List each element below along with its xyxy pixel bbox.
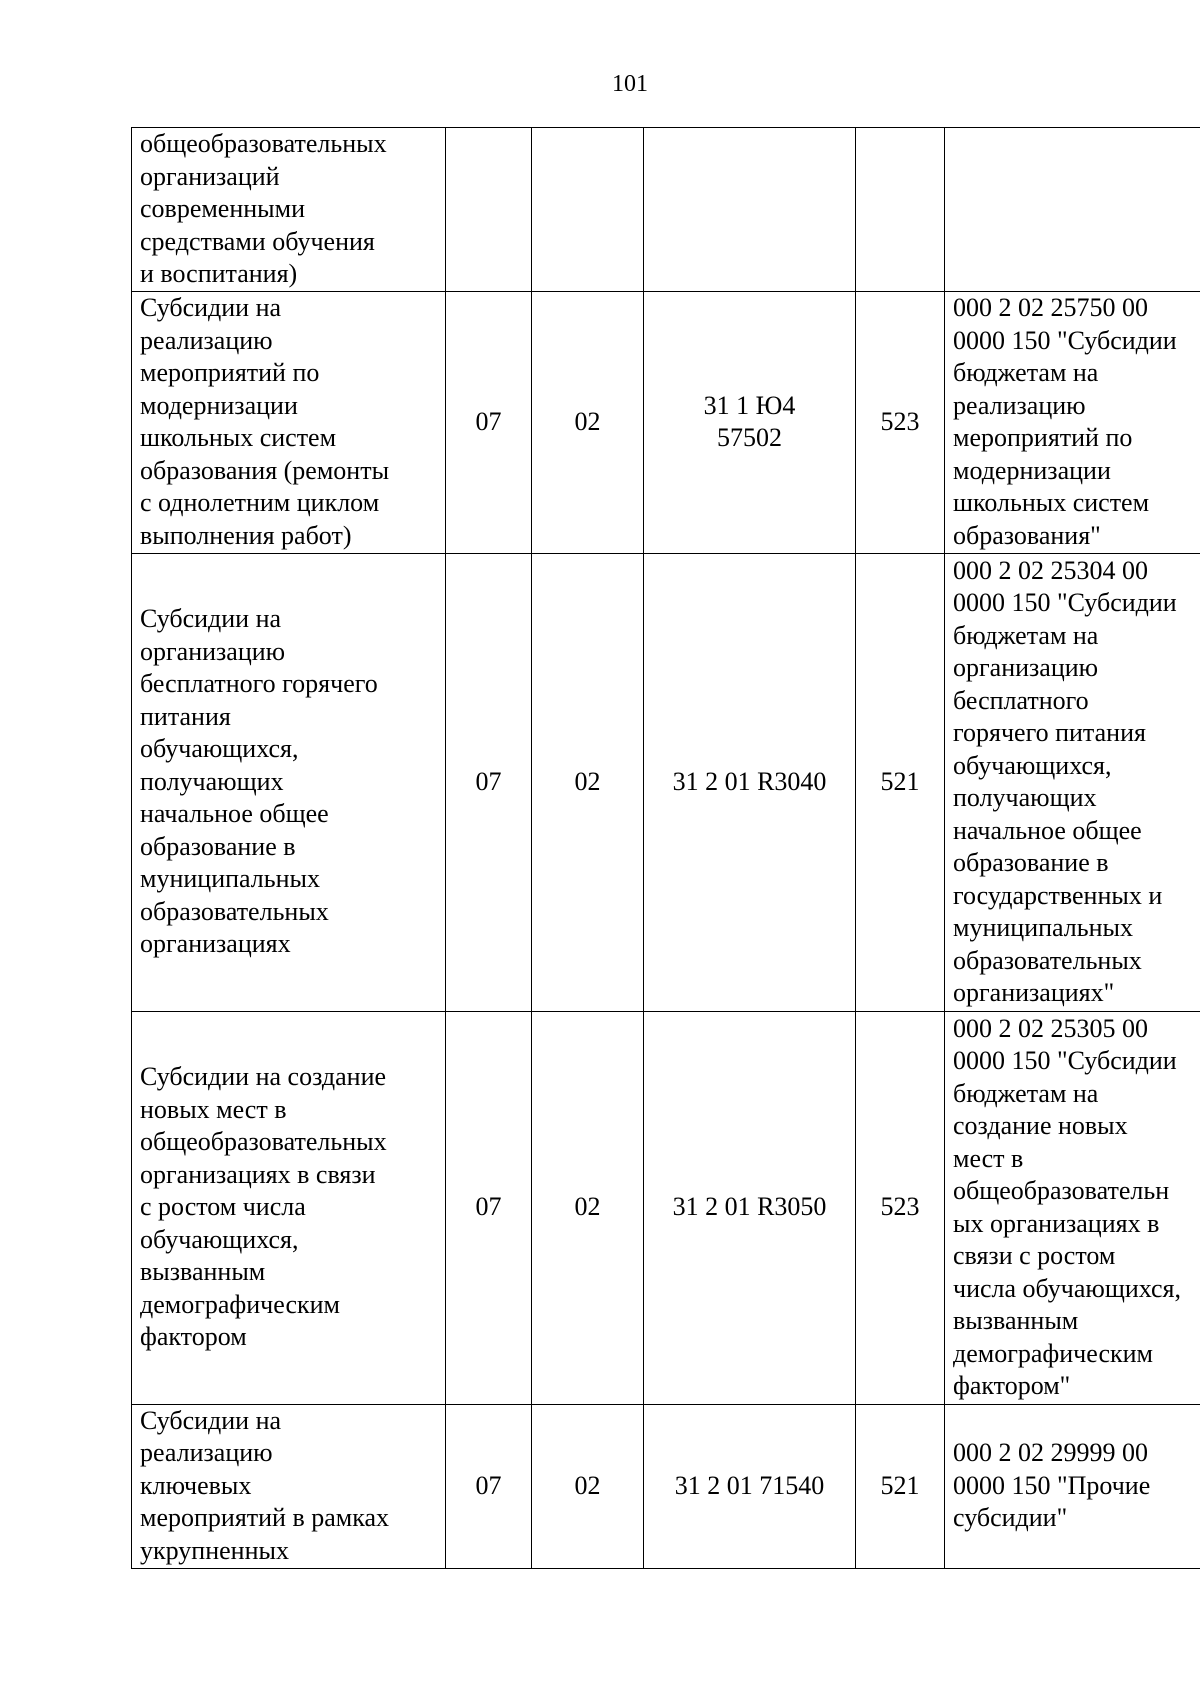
subsection-cell xyxy=(532,291,644,553)
subsection-code: 02 xyxy=(574,406,601,436)
section-code: 07 xyxy=(475,766,502,796)
row-name: Субсидии на реализацию мероприятий по модернизации школьных систем образования (ремонты с однолетним циклом выполнения работ) xyxy=(140,293,390,550)
expense-type-code: 521 xyxy=(880,766,920,796)
expense-type-cell xyxy=(856,1011,945,1404)
subsection-cell xyxy=(532,1404,644,1568)
target-article-cell xyxy=(644,291,856,553)
table-row xyxy=(132,291,1200,553)
target-article-code: 31 2 01 71540 xyxy=(674,1470,825,1500)
row-name-cell xyxy=(132,1404,446,1568)
expense-type-code: 523 xyxy=(880,406,920,436)
target-article-cell xyxy=(644,553,856,1011)
income-code-cell xyxy=(945,553,1200,1011)
income-code: 000 2 02 29999 00 0000 150 "Прочие субсидии" xyxy=(953,1438,1151,1533)
row-name: Субсидии на создание новых мест в общеобразовательных организациях в связи с ростом числа обучающихся, вызванным демографическим фактором xyxy=(140,1062,387,1352)
target-article-cell xyxy=(644,1011,856,1404)
target-article-cell xyxy=(644,128,856,292)
subsection-cell xyxy=(532,128,644,292)
row-name-cell xyxy=(132,291,446,553)
income-code-cell xyxy=(945,128,1200,292)
expense-type-cell xyxy=(856,128,945,292)
subsection-cell xyxy=(532,1011,644,1404)
income-code-cell xyxy=(945,1011,1200,1404)
row-name: Субсидии на реализацию ключевых мероприятий в рамках укрупненных xyxy=(140,1405,390,1565)
page-number: 101 xyxy=(612,71,648,97)
expense-type-code: 523 xyxy=(880,1192,920,1222)
budget-table xyxy=(131,127,1200,1569)
expense-type-cell xyxy=(856,1404,945,1568)
table-row xyxy=(132,128,1200,292)
target-article-code: 31 2 01 R3040 xyxy=(672,766,827,796)
expense-type-code: 521 xyxy=(880,1470,920,1500)
target-article-cell xyxy=(644,1404,856,1568)
income-code: 000 2 02 25750 00 0000 150 "Субсидии бюджетам на реализацию мероприятий по модернизации школьных систем образования" xyxy=(953,293,1177,550)
section-cell xyxy=(446,1404,532,1568)
income-code: 000 2 02 25305 00 0000 150 "Субсидии бюджетам на создание новых мест в общеобразовательн ых организациях в связи с ростом числа обучающихся, вызванным демографическим фактором" xyxy=(953,1013,1182,1400)
table-row xyxy=(132,1011,1200,1404)
subsection-code: 02 xyxy=(574,1470,601,1500)
target-article-code: 31 2 01 R3050 xyxy=(672,1192,827,1222)
row-name: Субсидии на организацию бесплатного горячего питания обучающихся, получающих начальное общее образование в муниципальных образовательных организациях xyxy=(140,604,378,959)
expense-type-cell xyxy=(856,291,945,553)
section-cell xyxy=(446,291,532,553)
row-name-cell xyxy=(132,553,446,1011)
section-code: 07 xyxy=(475,406,502,436)
section-cell xyxy=(446,128,532,292)
income-code: 000 2 02 25304 00 0000 150 "Субсидии бюджетам на организацию бесплатного горячего питания обучающихся, получающих начальное общее образование в государственных и муниципальных образовательных организациях" xyxy=(953,555,1177,1007)
row-name: общеобразовательных организаций современными средствами обучения и воспитания) xyxy=(140,129,387,288)
section-code: 07 xyxy=(475,1192,502,1222)
row-name-cell xyxy=(132,128,446,292)
target-article-code: 31 1 Ю4 57502 xyxy=(703,390,796,452)
row-name-cell xyxy=(132,1011,446,1404)
section-cell xyxy=(446,1011,532,1404)
income-code-cell xyxy=(945,291,1200,553)
section-code: 07 xyxy=(475,1470,502,1500)
subsection-code: 02 xyxy=(574,1192,601,1222)
subsection-cell xyxy=(532,553,644,1011)
section-cell xyxy=(446,553,532,1011)
expense-type-cell xyxy=(856,553,945,1011)
income-code-cell xyxy=(945,1404,1200,1568)
table-row xyxy=(132,1404,1200,1568)
subsection-code: 02 xyxy=(574,766,601,796)
table-row xyxy=(132,553,1200,1011)
